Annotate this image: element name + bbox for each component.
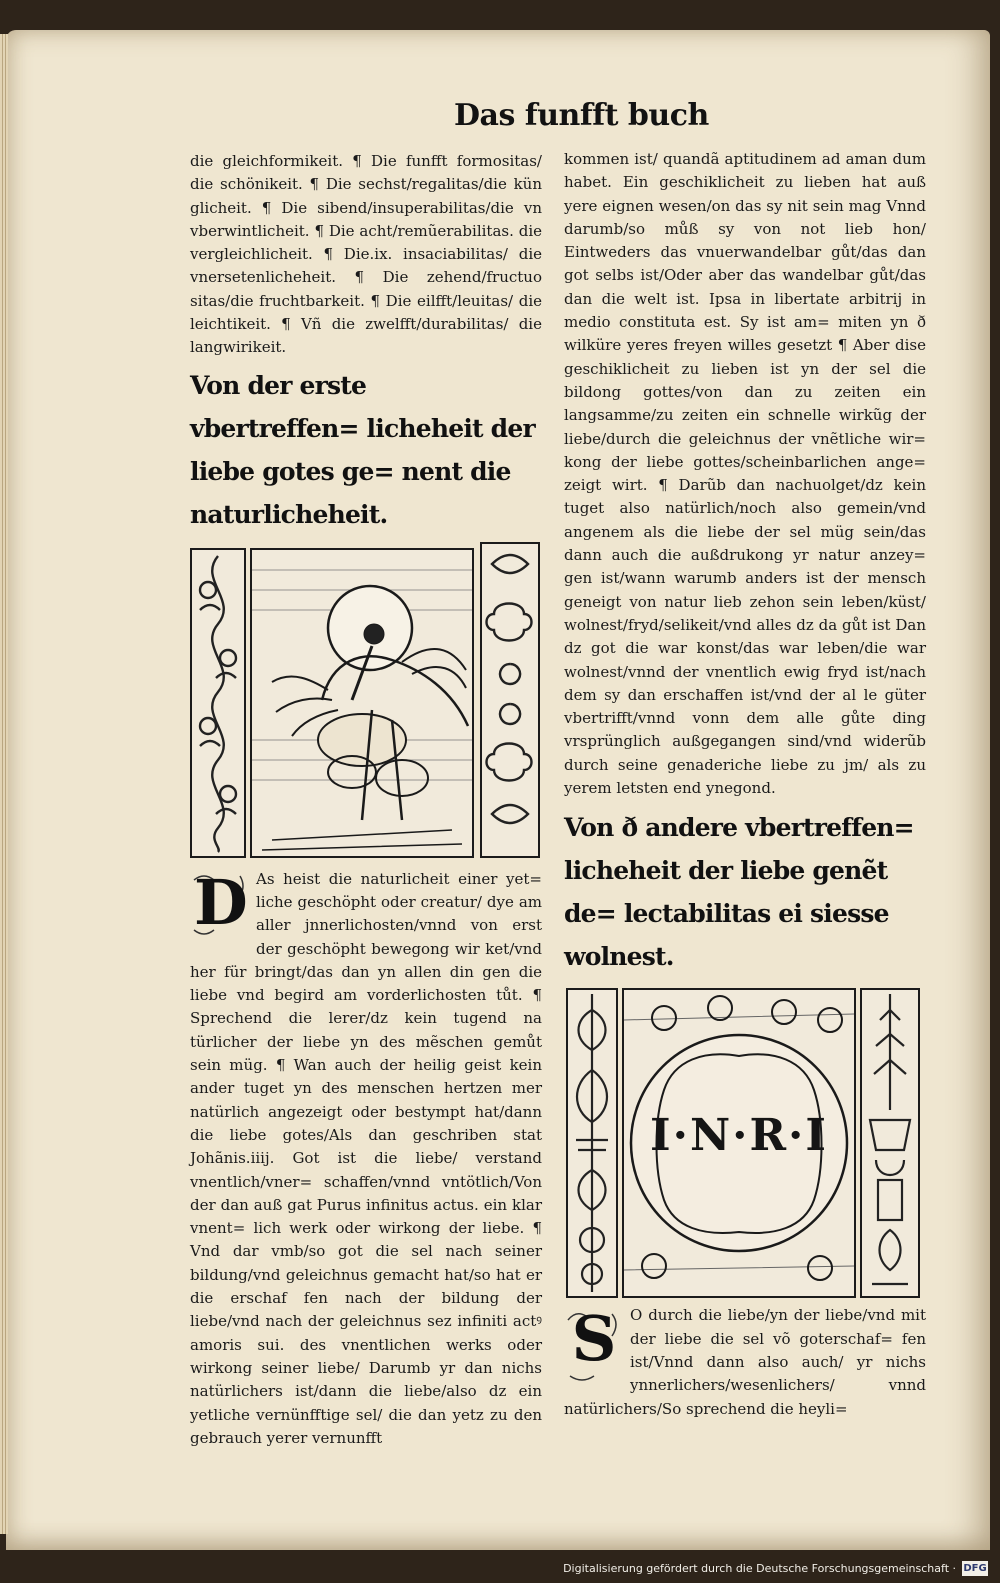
initial-s: S — [571, 1302, 617, 1376]
left-ornament-border — [190, 548, 246, 858]
left-foliage-border — [566, 988, 618, 1298]
right-body-text — [564, 1304, 926, 1420]
chalice-ornament-icon — [862, 990, 918, 1296]
pelican-icon — [252, 550, 472, 856]
right-chapter-heading: Von ð andere vbertreffen= licheheit der liebe genẽt de= lectabilitas ei siesse wolnest. — [564, 813, 914, 972]
vine-ornament-icon — [192, 550, 244, 856]
right-ornament-border — [480, 542, 540, 858]
foliage-ornament-icon — [568, 990, 616, 1296]
inri-woodcut — [564, 988, 924, 1300]
dfg-logo: DFG — [963, 1563, 987, 1574]
left-column — [190, 150, 542, 1450]
pelican-picture-frame — [250, 548, 474, 858]
left-paragraph-2: As heist die naturlicheit einer yet= liche geschöpht oder creatur/ dye am aller jnnerlichosten/vnnd von erst der geschöpht bewegong wir ket/vnd her für bringt/das dan yn allen din gen die liebe vnd begird am vorderlichosten tůt. ¶ Sprechend die lerer/dz kein tugend na türlicher der liebe yn des mẽschen gemůt sein müg. ¶ Wan auch der heilig geist kein ander tuget yn des menschen hertzen mer natürlich angezeigt oder bestympt hat/dann die liebe gotes/Als dan geschriben stat Johãnis.iiij. Got ist die liebe/ verstand vnentlich/vner= schaffen/vnnd vntötlich/Von der dan auß gat Purus infinitus actus. ein klar vnent= lich werk oder wirkong der liebe. ¶ Vnd dar vmb/so got die sel nach seiner bildung/vnd geleichnus gemacht hat/so hat er die erschaf fen nach der bildung der liebe/vnd nach der geleichnus sez infiniti actꝰ amoris sui. des vnentlichen werks oder wirkong seiner liebe/ Darumb yr dan nichs natürlichers ist/dann die liebe/also dz ein yetliche vernünfftige sel/ die dan yetz zu den gebrauch yerer vernunfft — [190, 869, 542, 1447]
left-body-text — [190, 865, 542, 1450]
right-column — [564, 148, 926, 1421]
pelican-woodcut — [190, 542, 542, 864]
right-paragraph-2: O durch die liebe/yn der liebe/vnd mit der liebe die sel võ goterschaf= fen ist/Vnnd dann also auch/ yr nichs ynnerlichers/wesenlichers/ vnnd natürlichers/So sprechend die heyli= — [564, 1306, 926, 1418]
right-paragraph-1: kommen ist/ quandã aptitudinem ad aman dum habet. Ein geschiklicheit zu lieben hat auß yere eignen wesen/on das sy nit sein mag Vnnd darumb/so můß sy von not lieb hon/ Eintweders das vnuerwandelbar gůt/das dan got selbs ist/Oder aber das wandelbar gůt/das dan die welt ist. Ipsa in libertate arbitrij in medio constituta est. Sy ist am= miten yn ð wilküre yeres freyen willes gesetzt ¶ Aber dise geschiklicheit zu lieben ist yn der sel die bildong gottes/von dan zu zeiten ein langsamme/zu zeiten ein schnelle wirkũg der liebe/durch die geleichnus der vnẽtliche wir= kong der liebe gottes/scheinbarlichen ange= zeigt wirt. ¶ Darũb dan nachuolget/dz kein tuget also natürlich/noch also gemein/vnd angenem als die liebe der sel müg sein/das dann auch die außdrukong yr natur anzey= gen ist/wann warumb anders ist der mensch geneigt von natur lieb zehon sein leben/küst/ wolnest/fryd/selikeit/vnd alles dz da gůt ist Dan dz got die war konst/das war leben/die war wolnest/vnnd der vnentlich ewig fryd ist/nach dem sy dan erschaffen ist/vnd der al le güter vbertrifft/vnnd vonn dem alle gůte ding vrsprünglich außgegangen sind/vnd widerũb durch seine genaderiche liebe zu jm/ als zu yerem letsten end ynegond. — [564, 150, 926, 798]
page-edges — [0, 34, 8, 1534]
digitization-credit: Digitalisierung gefördert durch die Deutsche Forschungsgemeinschaft · — [563, 1562, 956, 1575]
left-chapter-heading: Von der erste vbertreffen= licheheit der liebe gotes ge= nent die naturlicheheit. — [190, 370, 535, 529]
left-paragraph-1: die gleichformikeit. ¶ Die funfft formositas/ die schönikeit. ¶ Die sechst/regalitas/die kün glicheit. ¶ Die sibend/insuperabilitas/die vn vberwintlicheit. ¶ Die acht/remũerabilitas. die vergleichlicheit. ¶ Die.ix. insaciabilitas/ die vnersetenlicheheit. ¶ Die zehend/fructuo sitas/die fruchtbarkeit. ¶ Die eilfft/leuitas/ die leichtikeit. ¶ Vñ die zwelfft/durabilitas/ die langwirikeit. — [190, 152, 542, 357]
initial-s-box — [564, 1302, 624, 1386]
right-chalice-border — [860, 988, 920, 1298]
cloud-ornament-icon — [482, 544, 538, 856]
initial-d: D — [194, 865, 248, 939]
running-head: Das funfft buch — [454, 98, 709, 133]
inri-picture-frame — [622, 988, 856, 1298]
initial-d-box — [190, 865, 250, 940]
inri-inscription: I·N·R·I — [650, 1110, 828, 1162]
